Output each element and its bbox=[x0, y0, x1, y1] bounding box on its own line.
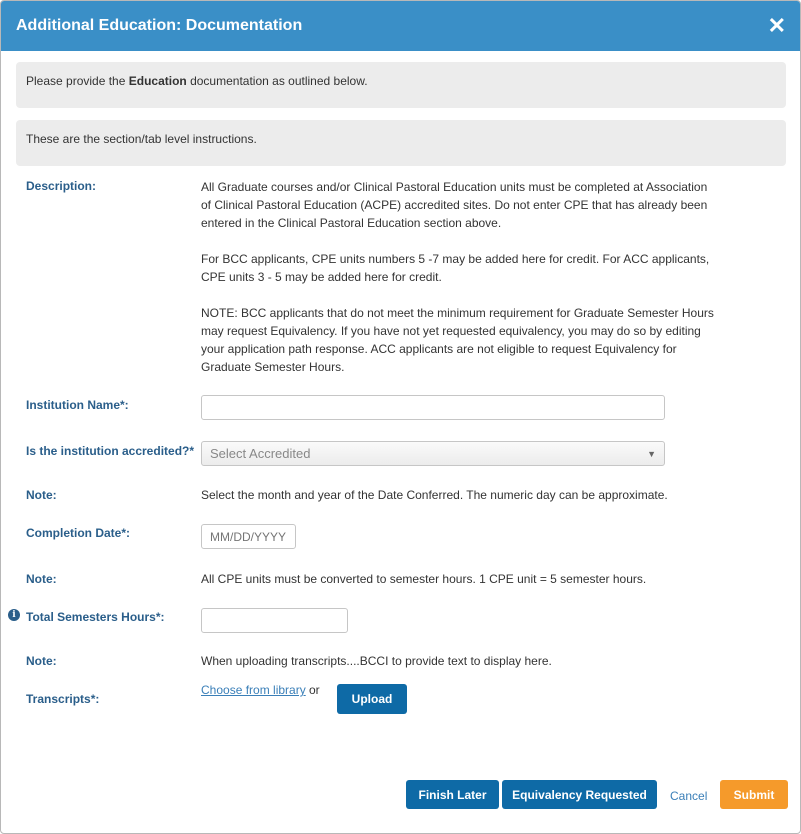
transcripts-label: Transcripts*: bbox=[26, 692, 100, 706]
description-paragraph-2: For BCC applicants, CPE units numbers 5 -7 may be added here for credit. For ACC applicants, CPE units 3 - 5 may be added here for credit. bbox=[201, 252, 710, 284]
completion-date-input[interactable] bbox=[201, 524, 296, 549]
info-icon[interactable]: i bbox=[8, 609, 20, 621]
banner-bold: Education bbox=[128, 74, 187, 88]
banner-suffix: documentation as outlined below. bbox=[186, 74, 368, 88]
chevron-down-icon: ▼ bbox=[647, 448, 656, 459]
accredited-label: Is the institution accredited?* bbox=[26, 444, 195, 458]
institution-label: Institution Name*: bbox=[26, 398, 129, 412]
completion-label: Completion Date*: bbox=[26, 526, 131, 540]
equivalency-requested-button[interactable]: Equivalency Requested bbox=[502, 780, 657, 809]
section-instructions-banner bbox=[16, 120, 786, 166]
description-paragraph-1: All Graduate courses and/or Clinical Pastoral Education units must be completed at Association of Clinical Pastoral Education (ACPE) accredited sites. Do not enter CPE that has already been entered in the Clinical Pastoral Education section above. bbox=[201, 180, 708, 230]
note-date-text: Select the month and year of the Date Conferred. The numeric day can be approximate. bbox=[201, 488, 668, 502]
description-paragraph-3: NOTE: BCC applicants that do not meet the minimum requirement for Graduate Semester Hours may request Equivalency. If you have not yet requested equivalency, you may do so by editing your application path response. ACC applicants are not eligible to request Equivalency for Graduate Semester Hours. bbox=[201, 306, 714, 374]
choose-from-library-link[interactable]: Choose from library bbox=[201, 683, 306, 697]
accredited-select-value: Select Accredited bbox=[210, 446, 311, 461]
close-icon[interactable]: ✕ bbox=[767, 13, 786, 38]
modal-title: Additional Education: Documentation bbox=[16, 17, 303, 34]
finish-later-button[interactable]: Finish Later bbox=[406, 780, 499, 809]
or-text: or bbox=[309, 683, 320, 697]
note-label: Note: bbox=[26, 654, 57, 668]
description-text bbox=[201, 178, 716, 376]
note-label: Note: bbox=[26, 572, 57, 586]
upload-button[interactable]: Upload bbox=[337, 684, 407, 714]
modal-header bbox=[1, 1, 800, 51]
accredited-select[interactable] bbox=[201, 441, 665, 466]
note-units-text: All CPE units must be converted to semester hours. 1 CPE unit = 5 semester hours. bbox=[201, 572, 647, 586]
description-label: Description: bbox=[26, 179, 97, 193]
institution-name-input[interactable] bbox=[201, 395, 665, 420]
section-instructions-text: These are the section/tab level instructions. bbox=[26, 132, 257, 146]
submit-button[interactable]: Submit bbox=[720, 780, 788, 809]
note-label: Note: bbox=[26, 488, 57, 502]
cancel-link[interactable]: Cancel bbox=[670, 789, 708, 803]
note-transcripts-text: When uploading transcripts....BCCI to provide text to display here. bbox=[201, 654, 552, 668]
instructions-banner bbox=[16, 62, 786, 108]
banner-prefix: Please provide the bbox=[26, 74, 129, 88]
semester-hours-input[interactable] bbox=[201, 608, 348, 633]
hours-label: Total Semesters Hours*: bbox=[26, 610, 165, 624]
